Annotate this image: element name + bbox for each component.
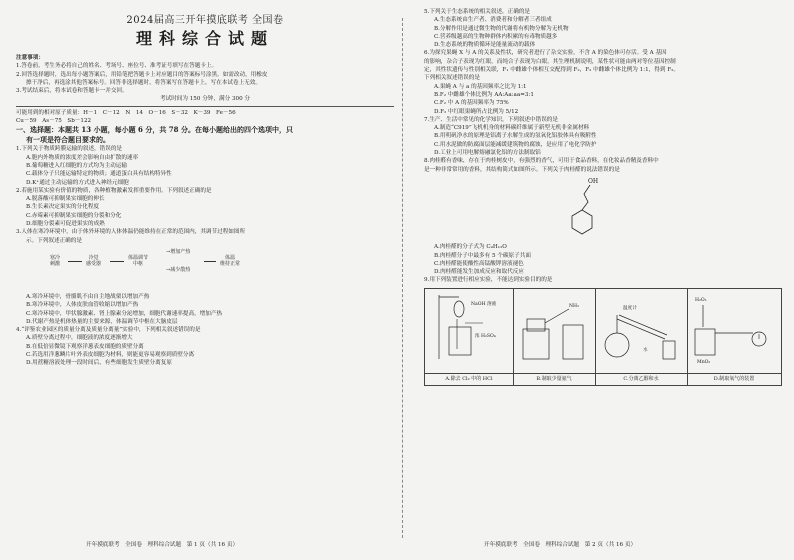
option: B.分解作用是通过微生物的代谢将有机物分解为无机物: [434, 25, 569, 32]
option: C.若选用洋葱鳞片叶外表皮细胞为材料，则能更容易观察到质壁分离: [26, 352, 195, 359]
option: B.葡萄糖进入红细胞的方式均为主动运输: [26, 162, 127, 169]
option: C.F₂ 中 A 的基因频率为 75%: [434, 100, 509, 107]
ring: [572, 210, 592, 234]
page-footer-left: 开年摸底联考 全国卷 理科综合试题 第 1 页（共 16 页）: [86, 542, 239, 548]
notice-title: 注意事项：: [16, 55, 44, 61]
section-heading: 一、选择题：本题共 13 小题，每小题 6 分，共 78 分。在每小题给出的四个选项中，只: [16, 125, 293, 135]
column-divider: [402, 18, 403, 538]
question-6-cont: 定，其性状遗传与性别相关联，F₁ 中雌雄个体相互交配得到 F₂，F₂ 中雌雄个体比例为 1:1，得到 F₂。: [424, 67, 679, 74]
option: A.胞内外物质的浓度差会影响自由扩散的速率: [26, 154, 139, 161]
notice-line: 1.答卷前，考生务必将自己的姓名、考场号、座位号、准考证号填写在答题卡上。: [16, 63, 218, 70]
option: D.用蔗糖溶液处理一段时间后，有些细胞发生质壁分离复原: [26, 360, 172, 367]
option: D.工业上可用电解熔融氯化铝的方法制取铝: [434, 150, 541, 157]
option: A.制造“C919”飞机机身的材料碳纤维属于新型无机非金属材料: [434, 125, 590, 132]
side-chain: [582, 185, 590, 210]
page-footer-right: 开年摸底联考 全国卷 理科综合试题 第 2 页（共 16 页）: [484, 542, 637, 548]
option: B.用明矾净水的原理是铝离子水解生成的氢氧化铝胶体具有吸附性: [434, 133, 597, 140]
question-6-cont: 下列相关叙述错误的是: [424, 75, 480, 82]
left-column: [16, 8, 394, 368]
structure-formula: [552, 176, 612, 238]
distillation-icon: [595, 289, 687, 373]
option: A.果蝇 A 与 a 的基因频率之比为 1:1: [434, 83, 527, 90]
question-7: 7.生产、生活中常见的化学知识，下列叙述中错误的是: [424, 116, 558, 123]
ammonia-setup-icon: [513, 289, 595, 373]
svg-text:水: 水: [643, 347, 648, 353]
question-3: 3.人体在寒冷环境中，由于体外环境的人体体温仍能维持在正常的范围内，其调节过程如图所: [16, 229, 246, 236]
apparatus-b-label: B.制取少量氨气: [513, 373, 595, 385]
svg-text:H₂O₂: H₂O₂: [695, 297, 707, 303]
question-5: 5.下列关于生态系统的相关叙述，正确的是: [424, 9, 531, 15]
option: D.生态系统的物质循环是能量流动的载体: [434, 42, 536, 49]
thermoregulation-flowchart: [36, 247, 394, 291]
apparatus-c: [595, 289, 688, 385]
flow-arrow: [110, 261, 124, 262]
apparatus-a-label: A.除去 Cl₂ 中的 HCl: [425, 373, 513, 385]
question-6-cont: 的影响，杂合子表现为红眼，而纯合子表现为白眼。其生理机制说明，某性状可能由两对等位基因控制: [424, 58, 676, 65]
option: D.肉桂醛能发生加成反应和取代反应: [434, 269, 524, 276]
option: A.脱落酸可抑制果实细胞的伸长: [26, 196, 105, 203]
question-4: 4.“评鉴农业园区的质量分离及质量分离量”实验中，下列相关叙述错误的是: [16, 327, 201, 334]
question-1: 1.下列关于物质跨膜运输的叙述，错误的是: [16, 146, 123, 153]
option: B.生长素决定果实的分化程度: [26, 204, 100, 211]
apparatus-c-label: C.分离乙醇和水: [595, 373, 687, 385]
option: A.生态系统由生产者、消费者和分解者三者组成: [434, 17, 552, 24]
apparatus-a: [425, 289, 514, 385]
option: A.肉桂醛的分子式为 C₉H₁₂O: [434, 244, 507, 251]
question-3-cont: 示。下列叙述正确的是: [26, 237, 82, 244]
notice-line: 2.回答选择题时，选出每小题答案后，用铅笔把答题卡上对应题目的答案标号涂黑。如需改动，用橡皮: [16, 71, 268, 78]
flow-node-receptor: 冷觉 感受器: [86, 254, 102, 267]
flow-node-cold: 寒冷 刺激: [50, 254, 61, 267]
option: D.细胞分裂素可促进果实的成熟: [26, 221, 105, 228]
svg-text:浓 H₂SO₄: 浓 H₂SO₄: [475, 333, 496, 339]
option: D.K⁺通过主动运输的方式进入神经元细胞: [26, 179, 129, 186]
option: C.赤霉素可抑制果实细胞的分裂和分化: [26, 212, 122, 219]
flow-node-heat-gain: →增加产热: [166, 248, 191, 255]
option: B.肉桂醛分子中最多有 5 个碳原子共面: [434, 252, 531, 259]
exam-title: 理科综合试题: [135, 29, 274, 48]
apparatus-d-label: D.制取氧气的装置: [687, 373, 781, 385]
divider-rule: [16, 106, 394, 107]
notice-line: 擦干净后，再选涂其他答案标号。回答非选择题时，将答案写在答题卡上，写在本试卷上无效。: [26, 79, 261, 86]
question-6: 6.为探究果蝇 X 与 A 的关系及性状，研究者进行了杂交实验，不含 A 的染色体可存活。受 A 基因: [424, 50, 667, 57]
option: D.F₂ 中红眼果蝇所占比例为 5/12: [434, 108, 519, 115]
oh-label: OH: [588, 177, 599, 185]
svg-text:MnO₂: MnO₂: [697, 359, 711, 365]
svg-text:NH₃: NH₃: [569, 303, 579, 309]
oxygen-setup-icon: [687, 289, 781, 373]
svg-text:NaOH 溶液: NaOH 溶液: [471, 301, 497, 307]
exam-header: 2024届高三开年摸底联考 全国卷: [126, 15, 284, 26]
notice-line: 3.考试结束后，将本试卷和答题卡一并交回。: [16, 88, 128, 95]
time-line: 考试时间为 150 分钟，满分 300 分: [160, 96, 250, 103]
question-8: 8.肉桂醛有香味，存在于肉桂树皮中，有强烈的香气，可用于食品香料，在化妆品香精及香料中: [424, 158, 659, 165]
option: B.在低倍显微镜下观察洋葱表皮细胞的质壁分离: [26, 343, 144, 350]
flow-node-center: 体温调节 中枢: [128, 254, 149, 267]
option: C.营养级越高的生物种群体内积累的有毒物质越多: [434, 33, 558, 40]
section-heading: 有一项是符合题目要求的。: [26, 135, 110, 145]
option: A.寒冷环境中，骨骼肌不由自主地战栗以增加产热: [26, 293, 150, 300]
option: B.F₂ 中雌雄个体比例为 AA:Aa:aa=3:1: [434, 91, 534, 98]
svg-text:温度计: 温度计: [623, 305, 637, 311]
option: C.用水泥做的防腐面层能减缓建筑物的腐蚀，是应用了电化学防护: [434, 141, 597, 148]
gas-wash-icon: [425, 289, 513, 373]
flow-arrow: [68, 261, 82, 262]
option: C.肉桂醛能使酸性高锰酸钾溶液褪色: [434, 260, 524, 267]
apparatus-figure: [424, 288, 782, 386]
question-8-cont: 是一种非常常用的香料，其结构简式如图所示。下列关于肉桂醛的说法错误的是: [424, 166, 620, 173]
question-2: 2.若施用某实验有价值的物质，各种植物激素发挥重要作用。下列叙述正确的是: [16, 187, 212, 194]
atomic-masses: Cu－59 As－75 Sb－122: [16, 118, 92, 125]
option: D.代谢产热是机体热量的主要来源，体温调节中枢在大脑皮层: [26, 318, 178, 325]
right-column: [424, 8, 784, 386]
flow-arrow: [204, 261, 216, 262]
option: A.质壁分离过程中，细胞液的浓度逐渐增大: [26, 335, 133, 342]
question-9: 9.用下列装置进行相应实验，不能达到实验目的的是: [424, 277, 553, 284]
flow-node-balance: 体温 维持正常: [220, 254, 241, 267]
flow-node-heat-loss: →减少散热: [166, 266, 191, 273]
apparatus-d: [687, 289, 781, 385]
apparatus-b: [513, 289, 596, 385]
option: C.载体分子只能运输特定的物质；通道蛋白具有结构特异性: [26, 171, 172, 178]
atomic-masses: 可能用到的相对原子质量：H－1 C－12 N 14 O－16 S－32 K－39 Fe－56: [16, 109, 236, 116]
option: B.寒冷环境中，人体皮肤血管收缩以增加产热: [26, 302, 139, 309]
option: C.寒冷环境中，甲状腺激素、肾上腺素分泌增加，细胞代谢速率提高，增加产热: [26, 310, 223, 317]
